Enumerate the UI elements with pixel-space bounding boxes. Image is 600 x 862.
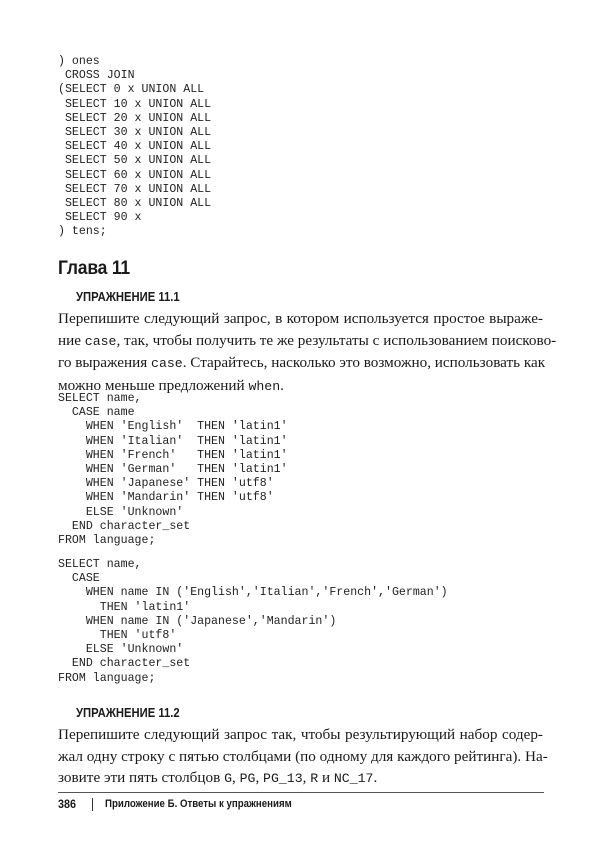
running-footer-title: Приложение Б. Ответы к упражнениям	[105, 798, 292, 810]
page-footer	[58, 797, 317, 811]
inline-code: case	[84, 333, 117, 349]
exercise-11-1-line-1: Перепишите следующий запрос, в котором используется простое выраже-	[58, 310, 543, 327]
footer-divider	[58, 792, 544, 793]
inline-code: PG_13	[263, 771, 303, 786]
exercise-11-1-heading: УПРАЖНЕНИЕ 11.1	[76, 290, 180, 304]
code-block-simple-case: SELECT name, CASE name WHEN 'English' THEN 'latin1' WHEN 'Italian' THEN 'latin1' WHEN 'French' THEN 'latin1' WHEN 'German' THEN 'latin1' WHEN 'Japanese' THEN 'utf8' WHEN 'Mandarin' THEN 'utf8' ELSE 'Unknown' END character_set FROM language;	[58, 392, 288, 548]
exercise-11-2-text	[58, 724, 548, 790]
exercise-11-2-line-2: жал одну строку с пятью столбцами (по одному для каждого рейтинга). На-	[58, 747, 548, 765]
code-block-searched-case: SELECT name, CASE WHEN name IN ('English','Italian','French','German') THEN 'latin1' WHEN name IN ('Japanese','Mandarin') THEN 'utf8' ELSE 'Unknown' END character_set FROM language;	[58, 558, 448, 685]
inline-code: when	[248, 378, 281, 394]
code-block-cross-join: ) ones CROSS JOIN (SELECT 0 x UNION ALL SELECT 10 x UNION ALL SELECT 20 x UNION ALL SELECT 30 x UNION ALL SELECT 40 x UNION ALL SELECT 50 x UNION ALL SELECT 60 x UNION ALL SELECT 70 x UNION ALL SELECT 80 x UNION ALL SELECT 90 x ) tens;	[58, 55, 212, 239]
exercise-11-1-text	[58, 308, 557, 397]
exercise-11-2-heading: УПРАЖНЕНИЕ 11.2	[76, 706, 180, 720]
chapter-heading: Глава 11	[58, 258, 130, 279]
page-number: 386	[58, 797, 77, 811]
exercise-11-1-line-3: го выражения case. Старайтесь, насколько это возможно, использовать как	[58, 354, 546, 371]
inline-code: NC_17	[333, 771, 374, 786]
footer-separator	[92, 798, 93, 811]
inline-code: PG	[239, 771, 256, 786]
exercise-11-2-line-3: зовите эти пять столбцов G, PG, PG_13, R и NC_17.	[58, 769, 378, 786]
exercise-11-2-line-1: Перепишите следующий запрос так, чтобы результирующий набор содер-	[58, 726, 543, 743]
inline-code: R	[310, 771, 319, 786]
inline-code: G	[224, 771, 233, 786]
inline-code: case	[151, 356, 183, 371]
exercise-11-1-line-4: можно меньше предложений when.	[58, 376, 284, 394]
exercise-11-1-line-2: ние case, так, чтобы получить те же результаты с использованием поисково-	[58, 331, 557, 349]
